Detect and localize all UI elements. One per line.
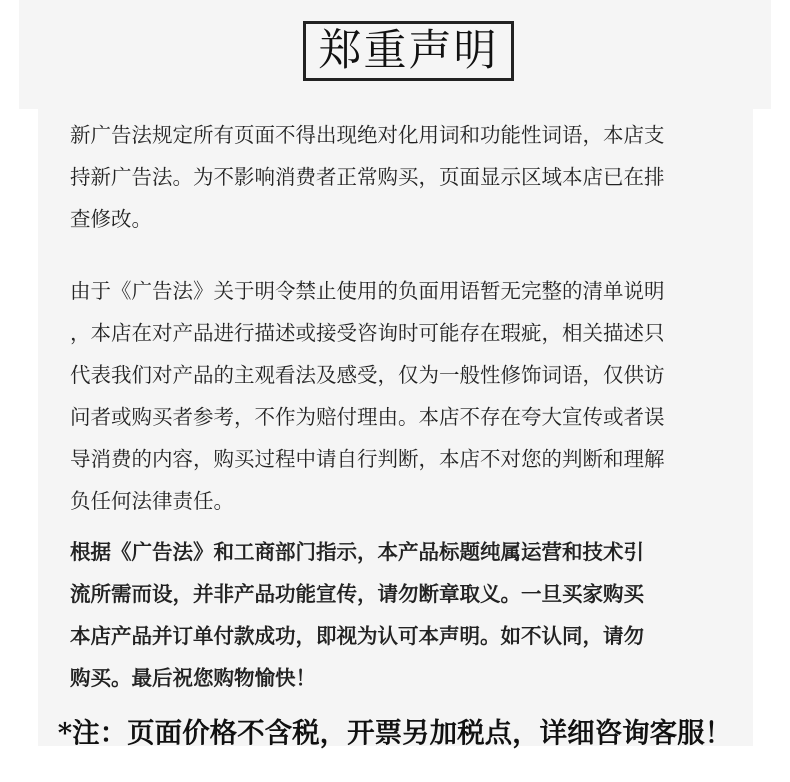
statement-paragraph-3: 根据《广告法》和工商部门指示，本产品标题纯属运营和技术引 流所需而设，并非产品功能宣传，请勿断章取义。一旦买家购买 本店产品并订单付款成功，即视为认可本声明。如不认同，请勿 购买。最后祝您购物愉快！ (70, 540, 644, 690)
statement-paragraph-2: 由于《广告法》关于明令禁止使用的负面用语暂无完整的清单说明 ，本店在对产品进行描述或接受咨询时可能存在瑕疵，相关描述只 代表我们对产品的主观看法及感受，仅为一般性修饰词语，仅供访 问者或购买者参考，不作为赔付理由。本店不存在夸大宣传或者误 导消费的内容，购买过程中请自行判断，本店不对您的判断和理解 负任何法律责任。 (70, 279, 665, 513)
page-title: 郑重声明 (318, 25, 499, 76)
header-band (19, 0, 771, 109)
statement-paragraph-1: 新广告法规定所有页面不得出现绝对化用词和功能性词语，本店支 持新广告法。为不影响消费者正常购买，页面显示区域本店已在排 查修改。 (70, 123, 665, 231)
statement-panel (38, 109, 753, 746)
title-frame (303, 21, 514, 81)
tax-note: *注：页面价格不含税，开票另加税点，详细咨询客服！ (57, 717, 733, 749)
